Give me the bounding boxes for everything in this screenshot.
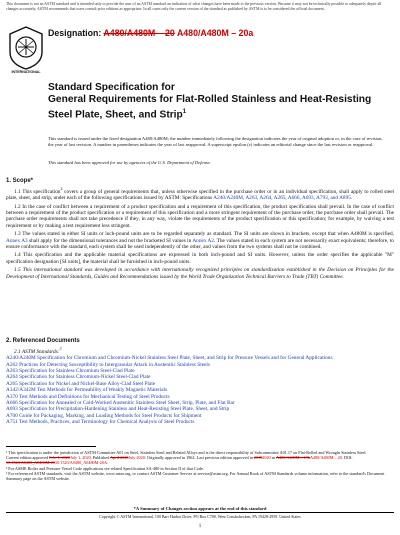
reference-code-link[interactable]: A700	[6, 412, 18, 419]
reference-code-link[interactable]: A263	[6, 367, 18, 374]
annex-a3-link[interactable]: Annex A3	[6, 237, 28, 244]
reference-title: Specification for Annealed or Cold-Worked Austenitic Stainless Steel Sheet, Strip, Plate, and Flat Bar	[17, 400, 235, 407]
reference-code-link[interactable]: A693	[6, 406, 18, 413]
reference-code-link[interactable]: A342/A342M	[6, 387, 36, 394]
designation	[48, 28, 253, 38]
astm-logo-icon	[8, 26, 44, 70]
annex-a2-link[interactable]: Annex A2	[192, 237, 215, 244]
summary-note: *A Summary of Changes section appears at the end of this standard	[133, 506, 267, 511]
scope-para-1.2: 1.2 In the case of conflict between a requirement of a product specification and a requirement of this specification, the product specification shall prevail. In the case of conflict between a requirement of the product specification or a requirement of this specification and a more stringent requirement of the purchase order, the purchase order shall prevail. The purchase order requirements shall not take precedence if they, in any way, violate the requirements of the product specification or this specification; for example, by waiving a test requirement or by making a test requirement less stringent.	[6, 203, 394, 229]
reference-code-link[interactable]: A751	[6, 419, 18, 426]
designation-new: A480/A480M – 20a	[176, 28, 254, 38]
issue-note: This standard is issued under the fixed designation A480/A480M; the number immediately following the designation indicates the year of original adoption or, in the case of revision, the year of last revision. A number in parentheses indicates the year of last reapproval. A superscript epsilon (ε) indicates an editorial change since the last revision or reapproval.	[48, 136, 383, 147]
copyright-divider	[6, 512, 394, 513]
reference-list	[6, 355, 394, 425]
referenced-documents-section	[6, 338, 394, 426]
reference-title: Test Methods, Practices, and Terminology for Chemical Analysis of Steel Products	[17, 419, 195, 426]
reference-title: Guide for Packaging, Marking, and Loading Methods for Steel Products for Shipment	[17, 412, 202, 419]
footnote-2: ² For ASME Boiler and Pressure Vessel Code applications see related Specification SA-480 in Section II of that Code.	[6, 465, 204, 471]
reference-title: Specification for Stainless Chromium-Nickel Steel-Clad Plate	[17, 374, 151, 381]
footnotes	[6, 450, 394, 481]
reference-title: Specification for Stainless Chromium Steel-Clad Plate	[17, 367, 135, 374]
document-title	[48, 82, 388, 121]
reference-code-link[interactable]: A262	[6, 361, 18, 368]
title-line-1: Standard Specification for	[48, 82, 175, 93]
reference-title: Practices for Detecting Susceptibility to Intergranular Attack in Austenitic Stainless Steels	[17, 361, 210, 368]
reference-code-link[interactable]: A666	[6, 400, 18, 407]
scope-para-1.5: 1.5 This international standard was developed in accordance with internationally recognized principles on standardization established in the Decision on Principles for the Development of International Standards, Guides and Recommendations issued by the World Trade Organization Technical Barriers to Trade (TBT) Committee.	[6, 267, 394, 280]
reference-code-link[interactable]: A240/A240M	[6, 355, 36, 362]
reference-title: Specification for Chromium and Chromium-Nickel Stainless Steel Plate, Sheet, and Strip for Pressure Vessels and for General Applications	[35, 355, 333, 362]
logo-text: INTERNATIONAL	[11, 70, 41, 74]
scope-para-1.1: 1.1 This specification$^2$ covers a group of general requirements that, unless otherwise specified in the purchase order or in an individual specification, shall apply to rolled steel plate, sheet, and strip, under each of the following specifications issued by ASTM: Specifications A240/A240M, A263, A264, A265, A666, A693, A793, and A895.	[6, 186, 395, 202]
reference-code-link[interactable]: A264	[6, 374, 18, 381]
dod-note: This standard has been approved for use by agencies of the U.S. Department of Defense.	[48, 160, 211, 165]
reference-title: Specification for Precipitation-Hardening Stainless and Heat-Resisting Steel Plate, Sheet, and Strip	[17, 406, 230, 413]
scope-para-1.3: 1.3 The values stated in either SI units or inch-pound units are to be regarded separately as standard. The SI units are shown in brackets, except that when A480M is specified, Annex A3 shall apply for the dimensional tolerances and not the bracketed SI values in Annex A2. The values stated in each system are not necessarily exact equivalents; therefore, to ensure conformance with the standard, each system shall be used independently of the other, and values from the two systems shall not be combined.	[6, 231, 394, 251]
reference-title: Test Methods for Permeability of Weakly Magnetic Materials	[35, 387, 168, 394]
reference-item	[6, 419, 394, 425]
designation-label: Designation:	[48, 28, 102, 38]
scope-section	[6, 178, 394, 280]
footnote-3: ³ For referenced ASTM standards, visit the ASTM website, www.astm.org, or contact ASTM Customer Service at service@astm.org. For Annual Book of ASTM Standards volume information, refer to the standard's Document Summary page on the ASTM website.	[6, 470, 385, 482]
designation-old: A480/A480M – 20	[103, 28, 175, 38]
scope-heading: 1. Scope*	[6, 178, 34, 184]
footnote-1b: Current edition approved Feb. 1, 2020July 1, 2020. Published April 2020July 2020. Originally approved in 1962. Last previous edition approved in 20192020 as A480/A480M – 19bA480/A480M – 20. DOI: 10.1520/A0480_A0480M-2010.1520/A0480_A0480M-20A.	[6, 455, 353, 466]
footnote-1: ¹ This specification is under the jurisdiction of ASTM Committee A01 on Steel, Stainless Steel and Related Alloys and is the direct responsibility of Subcommittee A01.17 on Flat-Rolled and Wrought Stainless Steel.	[6, 450, 367, 455]
top-notice: This document is not an ASTM standard and is intended only to provide the user of an ASTM standard an indication of what changes have been made to the previous version. Because it may not be technically possible to adequately depict all changes accurately, ASTM recommends that users consult prior editions as appropriate. In all cases only the current version of the standard as published by ASTM is to be considered the official document.	[6, 2, 382, 11]
title-line-2: General Requirements for Flat-Rolled Stainless and Heat-Resisting Steel Plate, Sheet, and Strip	[48, 94, 372, 121]
scope-para-1.4: 1.4 This specification and the applicable material specifications are expressed in both inch-pound and SI units. However, unless the order specifies the applicable "M" specification designation [SI units], the material shall be furnished in inch-pound units.	[6, 252, 394, 265]
spec-links[interactable]: A240/A240M, A263, A264, A265, A666, A693, A793, and A895.	[213, 195, 353, 202]
reference-code-link[interactable]: A370	[6, 393, 18, 400]
refs-heading: 2. Referenced Documents	[6, 338, 80, 344]
reference-code-link[interactable]: A265	[6, 380, 18, 387]
copyright: Copyright © ASTM International, 100 Barr Harbor Drive, PO Box C700, West Conshohocken, PA 19428-2959. United States	[99, 514, 301, 519]
footnote-divider	[6, 446, 96, 447]
reference-title: Specification for Nickel and Nickel-Base Alloy-Clad Steel Plate	[17, 380, 156, 387]
title-footnote-mark: 1	[182, 109, 187, 115]
refs-subheading: 2.1 ASTM Standards:$^3$	[14, 346, 62, 355]
page-number: 1	[198, 524, 202, 529]
reference-title: Test Methods and Definitions for Mechanical Testing of Steel Products	[17, 393, 170, 400]
